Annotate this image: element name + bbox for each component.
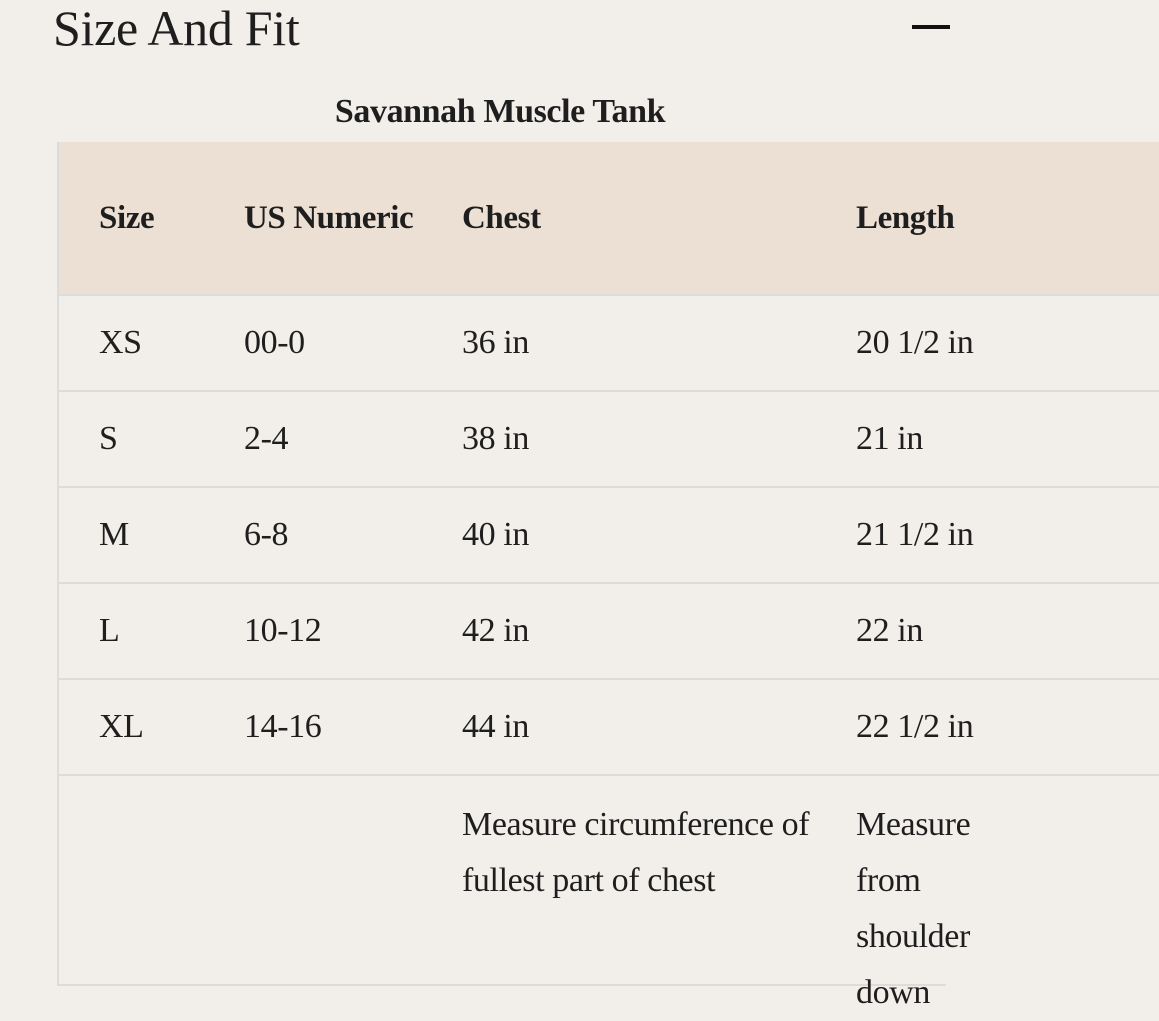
cell-us-numeric: 6-8 <box>244 516 289 553</box>
cell-us-numeric: 14-16 <box>244 708 322 745</box>
cell-us-numeric: 00-0 <box>244 324 305 361</box>
collapse-button[interactable] <box>906 8 956 44</box>
table-row <box>59 391 1159 487</box>
cell-size: XS <box>99 324 142 361</box>
measurement-notes-row <box>59 775 1159 1021</box>
cell-chest: 40 in <box>462 516 529 553</box>
cell-length: 21 1/2 in <box>856 516 974 553</box>
note-length: Measure from shoulder down <box>856 806 971 1011</box>
cell-size: S <box>99 420 118 457</box>
table-row <box>59 583 1159 679</box>
size-table-scroll-container[interactable] <box>57 142 974 1011</box>
note-us-numeric <box>244 775 462 1021</box>
column-header-length: Length <box>856 199 955 236</box>
cell-chest: 38 in <box>462 420 529 457</box>
cell-us-numeric: 10-12 <box>244 612 322 649</box>
cell-chest: 44 in <box>462 708 529 745</box>
section-title: Size And Fit <box>53 0 300 56</box>
cell-length: 21 in <box>856 420 923 457</box>
table-row <box>59 487 1159 583</box>
cell-chest: 36 in <box>462 324 529 361</box>
column-header-us-numeric: US Numeric <box>244 199 414 236</box>
note-size <box>59 775 244 1021</box>
cell-length: 22 in <box>856 612 923 649</box>
cell-size: M <box>99 516 129 553</box>
table-row <box>59 295 1159 391</box>
table-row <box>59 679 1159 775</box>
table-header-row <box>59 142 1159 295</box>
cell-length: 20 1/2 in <box>856 324 974 361</box>
column-header-size: Size <box>99 199 155 236</box>
cell-length: 22 1/2 in <box>856 708 974 745</box>
cell-size: L <box>99 612 120 649</box>
cell-chest: 42 in <box>462 612 529 649</box>
product-title: Savannah Muscle Tank <box>334 93 666 130</box>
size-chart-table <box>59 142 1159 1021</box>
minus-icon <box>912 25 950 29</box>
column-header-chest: Chest <box>462 199 541 236</box>
cell-size: XL <box>99 708 144 745</box>
cell-us-numeric: 2-4 <box>244 420 289 457</box>
note-chest: Measure circumference of fullest part of chest <box>462 806 810 899</box>
